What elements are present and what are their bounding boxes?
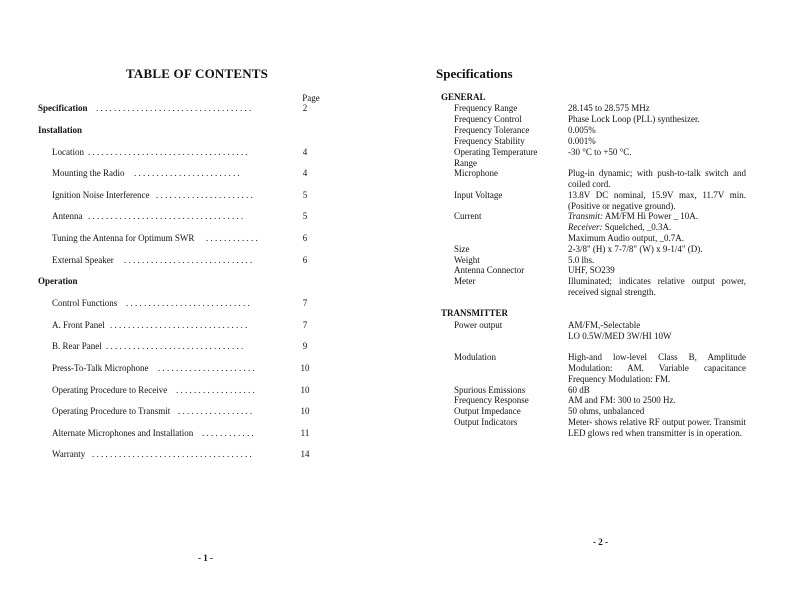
- spec-value: Phase Lock Loop (PLL) synthesizer.: [568, 114, 700, 124]
- toc-title: TABLE OF CONTENTS: [126, 66, 269, 81]
- toc-leader: . . . . . . . . . . . .: [206, 233, 258, 243]
- spec-value: [568, 211, 746, 243]
- toc-leader: . . . . . . . . . . . . . . . . . . . . . . . . . . . . . . . . . . .: [88, 211, 244, 221]
- toc-leader: . . . . . . . . . . . . . . . . . . . . . .: [156, 190, 253, 200]
- toc-leader: . . . . . . . . . . . . . . . . . . . . . . . . . . . . . . .: [110, 320, 248, 330]
- left-page: [0, 0, 396, 613]
- toc-entry-alternate-microphones: [52, 427, 338, 439]
- toc-label: Operating Procedure to Receive: [52, 385, 168, 395]
- toc-leader: . . . . . . . . . . . . . . . . . . . . . . . . . . . . . . . . . . . .: [92, 449, 252, 459]
- toc-leader: . . . . . . . . . . . . . . . . . .: [176, 385, 255, 395]
- receiver-current: Squelched, _0.3A.: [602, 221, 672, 232]
- spec-value: 50 ohms, unbalanced: [568, 406, 645, 416]
- page-number-footer: - 2 -: [593, 537, 608, 547]
- spec-label: Frequency Stability: [454, 136, 525, 146]
- toc-label: Control Functions: [52, 298, 118, 308]
- page-column-header: Page: [302, 93, 320, 103]
- toc-leader: . . . . . . . . . . . . . . . . . . . . . . . . . . . . . . .: [106, 341, 244, 351]
- transmit-current: AM/FM Hi Power _ 10A.: [603, 211, 699, 221]
- toc-leader: . . . . . . . . . . . . . . . . . . . . . . . . . . . . .: [124, 255, 253, 265]
- spec-value: [568, 320, 746, 342]
- spec-value: 0.001%: [568, 136, 596, 146]
- spec-label: Size: [454, 244, 470, 254]
- toc-page-number: 10: [300, 406, 310, 416]
- spec-label: Weight: [454, 255, 480, 265]
- spec-value: 2-3/8" (H) x 7-7/8" (W) x 9-1/4" (D).: [568, 244, 703, 254]
- toc-leader: . . . . . . . . . . . . . . . . . . . . . .: [158, 363, 255, 373]
- spec-value: AM and FM: 300 to 2500 Hz.: [568, 395, 676, 405]
- page-number-footer: - 1 -: [198, 553, 213, 563]
- spec-label: Antenna Connector: [454, 265, 525, 275]
- toc-entry-control-functions: [52, 297, 338, 309]
- spec-label: Frequency Response: [454, 395, 529, 405]
- toc-page-number: 4: [302, 168, 308, 178]
- toc-page-number: 11: [300, 428, 310, 438]
- toc-label: Location: [52, 147, 84, 157]
- toc-leader: . . . . . . . . . . . . . . . . .: [178, 406, 253, 416]
- toc-page-number: 5: [302, 211, 308, 221]
- toc-entry-mounting: [52, 167, 338, 179]
- toc-entry-ptt-microphone: [52, 362, 338, 374]
- spec-value: High-and low-level Class B, Amplitude Modulation: AM. Variable capacitance Frequency Modulation: FM.: [568, 352, 746, 384]
- toc-page-number: 5: [302, 190, 308, 200]
- toc-label: A. Front Panel: [52, 320, 105, 330]
- spec-label: Operating Temperature Range: [454, 147, 538, 168]
- transmitter-section-header: TRANSMITTER: [441, 308, 509, 318]
- toc-entry-front-panel: [52, 319, 338, 331]
- toc-label: Warranty: [52, 449, 86, 459]
- toc-page-number: 2: [302, 103, 308, 113]
- toc-entry-transmit-procedure: [52, 405, 338, 417]
- spec-label: Microphone: [454, 168, 498, 178]
- spec-label: Input Voltage: [454, 190, 503, 200]
- spec-label: Frequency Range: [454, 103, 518, 113]
- audio-current: Maximum Audio output, _0.7A.: [568, 232, 685, 243]
- right-page: [396, 0, 793, 613]
- spec-value: UHF, SO239: [568, 265, 615, 275]
- toc-entry-location: [52, 146, 338, 158]
- toc-label: Installation: [38, 125, 83, 135]
- toc-entry-warranty: [52, 448, 338, 460]
- toc-entry-operation: [38, 275, 338, 287]
- spec-value: Illuminated; indicates relative output power, received signal strength.: [568, 276, 746, 297]
- spec-value: -30 °C to +50 °C.: [568, 147, 632, 157]
- spec-value: Plug-in dynamic; with push-to-talk switch and coiled cord.: [568, 168, 746, 189]
- toc-label: Press-To-Talk Microphone: [52, 363, 149, 373]
- spec-label: Power output: [454, 320, 503, 330]
- toc-leader: . . . . . . . . . . . . . . . . . . . . . . . . . . . . . . . . . . .: [96, 103, 252, 113]
- toc-page-number: 6: [302, 233, 308, 243]
- toc-page-number: 14: [300, 449, 310, 459]
- toc-label: Tuning the Antenna for Optimum SWR: [52, 233, 195, 243]
- spec-label: Current: [454, 211, 482, 221]
- toc-leader: . . . . . . . . . . . . . . . . . . . . . . . . . . . .: [126, 298, 250, 308]
- power-output-levels: LO 0.5W/MED 3W/HI 10W: [568, 330, 672, 341]
- toc-leader: . . . . . . . . . . . . . . . . . . . . . . . . . . . . . . . . . . . .: [88, 147, 248, 157]
- spec-value: Meter- shows relative RF output power. Transmit LED glows red when transmitter is in operation.: [568, 417, 746, 438]
- toc-page-number: 10: [300, 385, 310, 395]
- toc-leader: . . . . . . . . . . . .: [202, 428, 254, 438]
- general-section-header: GENERAL: [441, 92, 486, 102]
- toc-entry-receive-procedure: [52, 384, 338, 396]
- receiver-label: Receiver:: [568, 221, 603, 232]
- toc-page-number: 7: [302, 298, 308, 308]
- toc-entry-specification: [38, 102, 338, 114]
- spec-label: Spurious Emissions: [454, 385, 526, 395]
- spec-value: 60 dB: [568, 385, 590, 395]
- toc-label: Alternate Microphones and Installation: [52, 428, 194, 438]
- toc-label: Mounting the Radio: [52, 168, 125, 178]
- toc-label: External Speaker: [52, 255, 114, 265]
- toc-entry-antenna: [52, 210, 338, 222]
- spec-label: Output Indicators: [454, 417, 518, 427]
- toc-entry-tuning-antenna: [52, 232, 338, 244]
- power-output-mode: AM/FM,-Selectable: [568, 320, 641, 330]
- toc-label: Ignition Noise Interference: [52, 190, 150, 200]
- toc-entry-ignition-noise: [52, 189, 338, 201]
- spec-title: Specifications: [436, 66, 513, 81]
- spec-label: Frequency Tolerance: [454, 125, 530, 135]
- spec-value: 0.005%: [568, 125, 596, 135]
- toc-leader: . . . . . . . . . . . . . . . . . . . . . . . .: [134, 168, 240, 178]
- toc-page-number: 9: [302, 341, 308, 351]
- toc-entry-rear-panel: [52, 340, 338, 352]
- toc-page-number: 4: [302, 147, 308, 157]
- spec-value: 13.8V DC nominal, 15.9V max, 11.7V min. (Positive or negative ground).: [568, 190, 746, 211]
- toc-page-number: 7: [302, 320, 308, 330]
- spec-value: 5.0 lbs.: [568, 255, 595, 265]
- toc-page-number: 10: [300, 363, 310, 373]
- toc-label: B. Rear Panel: [52, 341, 102, 351]
- spec-label: Meter: [454, 276, 476, 286]
- spec-label: Output Impedance: [454, 406, 521, 416]
- toc-label: Operating Procedure to Transmit: [52, 406, 171, 416]
- spec-value: 28.145 to 28.575 MHz: [568, 103, 650, 113]
- toc-entry-external-speaker: [52, 254, 338, 266]
- toc-entry-installation: [38, 124, 338, 136]
- toc-label: Operation: [38, 276, 78, 286]
- transmit-label: Transmit:: [568, 211, 604, 221]
- spec-label: Frequency Control: [454, 114, 522, 124]
- toc-label: Antenna: [52, 211, 83, 221]
- toc-label: Specification: [38, 103, 88, 113]
- spec-label: Modulation: [454, 352, 496, 362]
- toc-page-number: 6: [302, 255, 308, 265]
